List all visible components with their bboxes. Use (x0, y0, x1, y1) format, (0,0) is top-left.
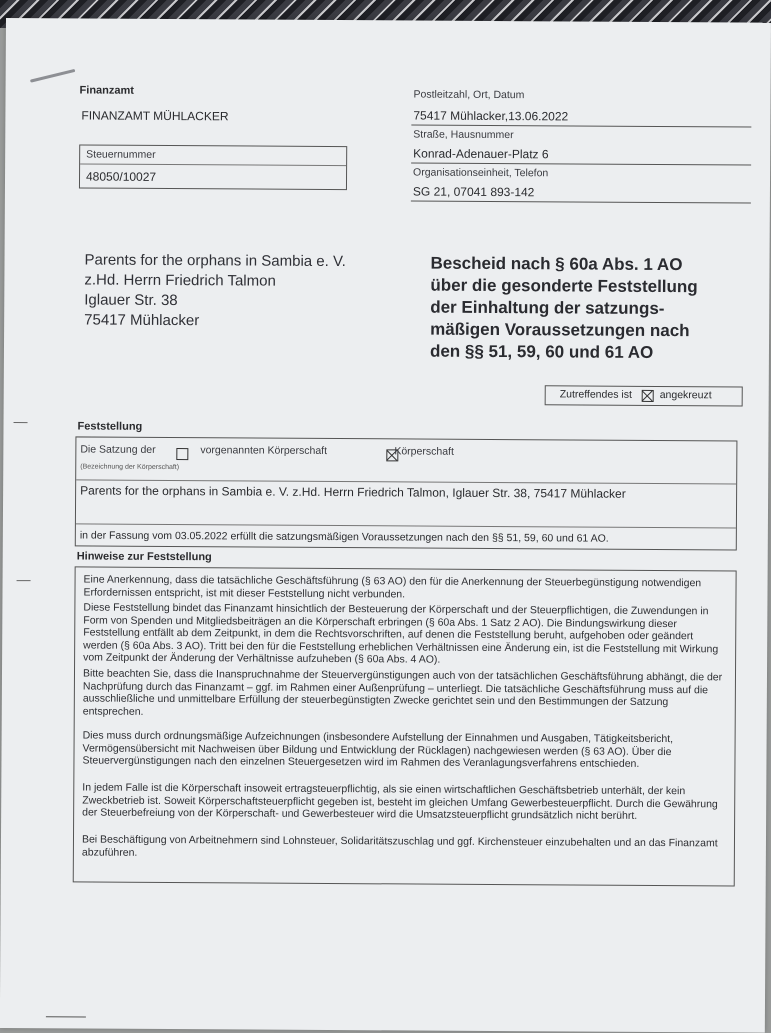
tax-number-value: 48050/10027 (85, 169, 157, 184)
tax-number-label: Steuernummer (86, 148, 156, 161)
option-vorgenannte-label: vorgenannten Körperschaft (200, 444, 328, 457)
fassung-line (80, 529, 609, 544)
place-date-value: 75417 Mühlacker,13.06.2022 (413, 108, 569, 124)
fassung-prefix: in der Fassung vom (79, 529, 173, 543)
title-line: über die gesonderte Feststellung (430, 275, 698, 297)
org-label: Organisationseinheit, Telefon (413, 166, 549, 180)
legend-suffix: angekreuzt (659, 389, 712, 402)
hinweis-paragraph: Bitte beachten Sie, dass die Inanspruchnahme der Steuervergünstigungen auch von der tatsächlichen Geschäftsführung abhängt, die der Nachprüfung durch das Finanzamt – ggf. im Rahmen einer Außenprüfung – unterliegt. Die tatsächliche Geschäftsführung muss auf die ausschließliche und unmittelbare Erfüllung der steuerbegünstigten Zwecke gerichtet sein und den Bestimmungen der Satzung entsprechen. (82, 667, 723, 718)
bezeichnung-value: Parents for the orphans in Sambia e. V. z.Hd. Herrn Friedrich Talmon, Iglauer Str. 38, 75417 Mühlacker (80, 483, 626, 501)
street-value: Konrad-Adenauer-Platz 6 (413, 146, 549, 162)
footer-fragment (46, 1016, 86, 1017)
fold-mark (14, 422, 28, 423)
fassung-suffix: erfüllt die satzungsmäßigen Voraussetzungen nach den §§ 51, 59, 60 und 61 AO. (230, 530, 609, 545)
org-value: SG 21, 07041 893-142 (412, 184, 535, 200)
feststellung-heading: Feststellung (77, 420, 143, 433)
tax-number-box (79, 144, 347, 190)
fold-mark (17, 580, 31, 581)
title-line: den §§ 51, 59, 60 und 61 AO (429, 341, 654, 362)
legend-prefix: Zutreffendes ist (559, 388, 632, 401)
hinweis-paragraph: Eine Anerkennung, dass die tatsächliche Geschäftsführung (§ 63 AO) den für die Anerkennung der Steuerbegünstigung notwendigen Erfordernissen entspricht, ist mit dieser Feststellung nicht verbunden. (83, 573, 702, 600)
title-line: Bescheid nach § 60a Abs. 1 AO (430, 253, 683, 275)
recipient-address (84, 250, 346, 332)
satzung-der-label: Die Satzung der (80, 443, 156, 456)
address-line: z.Hd. Herrn Friedrich Talmon (84, 271, 276, 290)
checkbox-legend (545, 385, 743, 406)
office-name: FINANZAMT MÜHLACKER (81, 108, 229, 124)
bezeichnung-label: (Bezeichnung der Körperschaft) (80, 463, 180, 472)
address-line: Iglauer Str. 38 (84, 291, 178, 310)
office-label: Finanzamt (79, 84, 135, 97)
hinweis-paragraph: In jedem Falle ist die Körperschaft insoweit ertragsteuerpflichtig, als sie einen wirtschaftlichen Geschäftsbetrieb unterhält, der kein Zweckbetrieb ist. Soweit Körperschaftsteuerpflicht gegeben ist, besteht im gleichen Umfang Gewerbesteuerpflicht. Durch die Gewährung der Steuerbefreiung von der Körperschaft- und Gewerbesteuer wird die Umsatzsteuerpflicht grundsätzlich nicht berührt. (82, 781, 718, 822)
address-line: Parents for the orphans in Sambia e. V. (84, 251, 346, 271)
hinweis-paragraph: Dies muss durch ordnungsmäßige Aufzeichnungen (insbesondere Aufstellung der Einnahmen und Ausgaben, Tätigkeitsbericht, Vermögensübersicht mit Nachweisen über Bildung und Entwicklung der Rücklagen) nachgewiesen werden (§ 63 AO). Über die Steuervergünstigungen nach den einzelnen Steuergesetzen wird im Rahmen des Veranlagungsverfahrens entschieden. (82, 729, 674, 770)
pencil-mark (30, 69, 75, 83)
address-line: 75417 Mühlacker (84, 311, 200, 330)
hinweise-box (73, 566, 737, 886)
hinweis-paragraph: Diese Feststellung bindet das Finanzamt hinsichtlich der Besteuerung der Körperschaft und der Steuerpflichtigen, die Zuwendungen in Form von Spenden und Mitgliedsbeiträgen an die Körperschaft erbringen (§ 60a Abs. 1 Satz 2 AO). Die Bindungswirkung dieser Feststellung entfällt ab dem Zeitpunkt, in dem die Rechtsvorschriften, auf denen die Feststellung beruht, aufgehoben oder geändert werden (§ 60a Abs. 3 AO). Tritt bei den für die Feststellung erheblichen Verhältnissen eine Änderung ein, ist die Feststellung mit Wirkung vom Zeitpunkt der Änderung der Verhältnisse aufzuheben (§ 60a Abs. 4 AO). (83, 601, 719, 666)
fassung-date: 03.05.2022 (174, 530, 228, 543)
street-label: Straße, Hausnummer (413, 128, 514, 142)
hinweis-paragraph: Bei Beschäftigung von Arbeitnehmern sind Lohnsteuer, Solidaritätszuschlag und ggf. Kirchensteuer einzubehalten und an das Finanzamt abzuführen. (81, 833, 718, 859)
option-koerperschaft-label: Körperschaft (394, 445, 454, 458)
notice-title (430, 253, 751, 365)
checkbox-vorgenannte[interactable] (176, 448, 188, 460)
tax-notice-document (0, 18, 771, 1033)
checked-box-icon (642, 390, 654, 402)
hinweise-heading: Hinweise zur Feststellung (76, 550, 212, 564)
title-line: der Einhaltung der satzungs- (430, 297, 665, 319)
place-date-label: Postleitzahl, Ort, Datum (413, 88, 525, 102)
feststellung-box (75, 436, 738, 550)
title-line: mäßigen Voraussetzungen nach (430, 319, 690, 341)
